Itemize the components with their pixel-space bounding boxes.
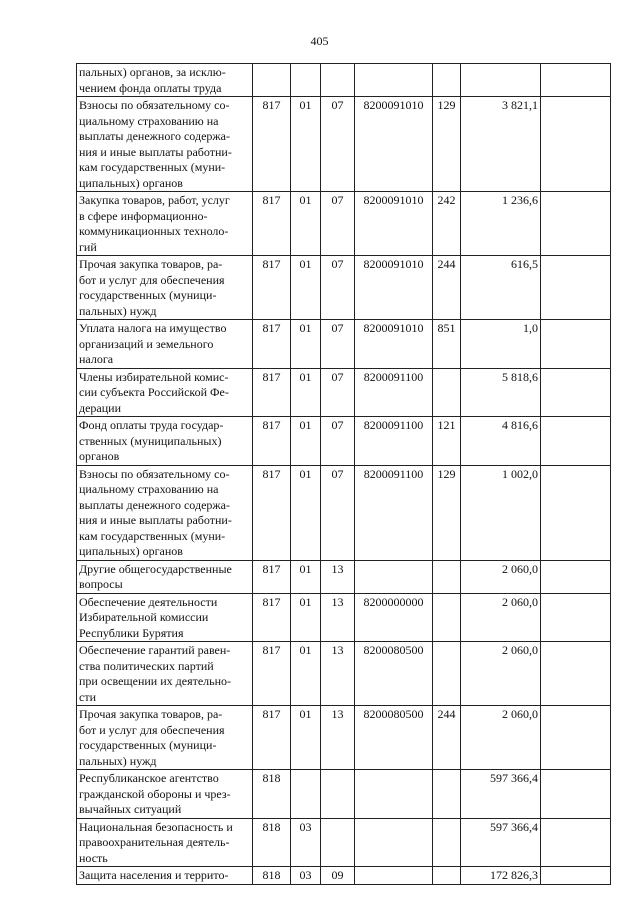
item-name-line: чением фонда оплаты труда [79,80,222,95]
cell-expense-type-code [433,818,461,867]
cell-target-article-code: 8200000000 [355,593,433,642]
cell-subsection-code: 09 [321,867,355,885]
cell-expense-type-code [433,770,461,819]
item-name-line: бот и услуг для обеспечения [79,272,225,287]
cell-item-name [77,320,253,369]
item-name-line: организаций и земельного [79,336,214,351]
cell-amount: 2 060,0 [461,560,541,593]
item-name-line: циальному страхованию на [79,113,219,128]
cell-subsection-code: 07 [321,368,355,417]
cell-item-name [77,706,253,770]
cell-section-code: 01 [291,417,321,466]
cell-empty [541,192,611,256]
cell-amount: 5 818,6 [461,368,541,417]
cell-section-code [291,64,321,97]
cell-target-article-code [355,818,433,867]
table-row [77,417,611,466]
cell-section-code: 01 [291,642,321,706]
cell-subsection-code [321,818,355,867]
item-name-line: государственных (муници- [79,738,217,752]
cell-item-name [77,417,253,466]
table-row [77,642,611,706]
cell-target-article-code: 8200091010 [355,256,433,320]
cell-empty [541,706,611,770]
cell-expense-type-code [433,642,461,706]
item-name-line: коммуникационных техноло- [79,224,229,238]
cell-expense-type-code: 244 [433,256,461,320]
cell-item-name [77,192,253,256]
item-name-line: кам государственных (муни- [79,160,226,174]
table-row [77,706,611,770]
item-name-line: Национальная безопасность и [79,819,233,834]
cell-empty [541,256,611,320]
cell-main-admin-code: 818 [253,770,291,819]
table-row [77,192,611,256]
item-name-line: Уплата налога на имущество [79,321,227,335]
cell-section-code: 01 [291,560,321,593]
item-name-line: выплаты денежного содержа- [79,497,231,512]
item-name-line: Фонд оплаты труда государ- [79,418,224,432]
cell-amount: 1,0 [461,320,541,369]
cell-main-admin-code [253,64,291,97]
cell-expense-type-code [433,560,461,593]
cell-main-admin-code: 817 [253,593,291,642]
item-name-line: дерации [79,400,122,415]
cell-main-admin-code: 817 [253,417,291,466]
table-row [77,97,611,192]
cell-subsection-code: 07 [321,320,355,369]
item-name-line: сти [79,689,96,704]
cell-section-code: 01 [291,320,321,369]
table-row [77,64,611,97]
cell-item-name [77,867,253,885]
cell-section-code: 01 [291,192,321,256]
cell-expense-type-code [433,867,461,885]
cell-target-article-code: 8200091100 [355,417,433,466]
item-name-line: выплаты денежного содержа- [79,129,231,143]
cell-main-admin-code: 818 [253,867,291,885]
item-name-line: гий [79,239,97,254]
item-name-line: пальных) органов, за исклю- [79,65,226,79]
cell-main-admin-code: 817 [253,192,291,256]
cell-subsection-code [321,64,355,97]
cell-item-name [77,770,253,819]
cell-main-admin-code: 817 [253,97,291,192]
item-name-line: ства политических партий [79,658,214,673]
table-row [77,818,611,867]
cell-subsection-code: 13 [321,706,355,770]
item-name-line: Защита населения и террито- [79,868,229,882]
cell-empty [541,770,611,819]
table-row [77,320,611,369]
item-name-line: пальных) нужд [79,753,157,768]
item-name-line: органов [79,449,120,463]
item-name-line: государственных (муници- [79,288,217,302]
cell-main-admin-code: 817 [253,465,291,560]
cell-subsection-code: 13 [321,593,355,642]
cell-subsection-code: 07 [321,97,355,192]
item-name-line: в сфере информационно- [79,208,208,223]
cell-amount: 4 816,6 [461,417,541,466]
cell-amount: 597 366,4 [461,770,541,819]
cell-empty [541,97,611,192]
cell-item-name [77,64,253,97]
item-name-line: гражданской обороны и чрез- [79,786,231,801]
cell-expense-type-code [433,368,461,417]
item-name-line: ность [79,850,108,865]
cell-expense-type-code: 242 [433,192,461,256]
cell-empty [541,642,611,706]
table-row [77,465,611,560]
item-name-line: ципальных) органов [79,544,183,558]
item-name-line: Взносы по обязательному со- [79,98,230,112]
cell-expense-type-code: 851 [433,320,461,369]
item-name-line: сии субъекта Российской Фе- [79,385,229,399]
cell-amount: 597 366,4 [461,818,541,867]
table-row [77,560,611,593]
item-name-line: циальному страхованию на [79,482,219,496]
table-row [77,256,611,320]
item-name-line: Республики Бурятия [79,625,184,640]
cell-subsection-code: 07 [321,465,355,560]
cell-main-admin-code: 818 [253,818,291,867]
item-name-line: Прочая закупка товаров, ра- [79,257,223,271]
cell-target-article-code: 8200080500 [355,706,433,770]
cell-target-article-code: 8200091100 [355,465,433,560]
cell-target-article-code [355,560,433,593]
cell-section-code: 01 [291,256,321,320]
page-number: 405 [310,34,329,48]
cell-amount: 1 236,6 [461,192,541,256]
cell-target-article-code: 8200080500 [355,642,433,706]
item-name-line: кам государственных (муни- [79,528,226,543]
cell-section-code: 01 [291,593,321,642]
cell-expense-type-code: 129 [433,465,461,560]
cell-amount: 2 060,0 [461,593,541,642]
cell-subsection-code: 13 [321,560,355,593]
cell-subsection-code: 07 [321,256,355,320]
item-name-line: Взносы по обязательному со- [79,466,230,481]
cell-main-admin-code: 817 [253,706,291,770]
cell-section-code [291,770,321,819]
cell-empty [541,867,611,885]
item-name-line: ния и иные выплаты работни- [79,513,232,527]
cell-empty [541,560,611,593]
cell-amount: 2 060,0 [461,706,541,770]
item-name-line: налога [79,352,114,366]
table-row [77,770,611,819]
cell-expense-type-code: 121 [433,417,461,466]
cell-item-name [77,593,253,642]
cell-item-name [77,560,253,593]
cell-empty [541,64,611,97]
cell-target-article-code: 8200091010 [355,320,433,369]
cell-amount [461,64,541,97]
cell-subsection-code [321,770,355,819]
cell-item-name [77,642,253,706]
cell-target-article-code: 8200091100 [355,368,433,417]
cell-empty [541,465,611,560]
cell-main-admin-code: 817 [253,560,291,593]
cell-empty [541,818,611,867]
item-name-line: Обеспечение гарантий равен- [79,643,231,657]
cell-section-code: 03 [291,867,321,885]
cell-subsection-code: 07 [321,192,355,256]
cell-main-admin-code: 817 [253,256,291,320]
cell-target-article-code [355,64,433,97]
item-name-line: ципальных) органов [79,175,183,190]
cell-empty [541,593,611,642]
cell-amount: 172 826,3 [461,867,541,885]
cell-empty [541,368,611,417]
cell-expense-type-code [433,593,461,642]
cell-expense-type-code: 244 [433,706,461,770]
cell-target-article-code [355,770,433,819]
table-body [77,64,611,885]
cell-target-article-code: 8200091010 [355,97,433,192]
item-name-line: ственных (муниципальных) [79,433,222,448]
cell-expense-type-code: 129 [433,97,461,192]
cell-empty [541,417,611,466]
cell-main-admin-code: 817 [253,642,291,706]
item-name-line: при освещении их деятельно- [79,674,232,688]
cell-main-admin-code: 817 [253,320,291,369]
cell-item-name [77,465,253,560]
item-name-line: ния и иные выплаты работни- [79,144,232,159]
item-name-line: Обеспечение деятельности [79,594,218,609]
cell-item-name [77,97,253,192]
item-name-line: бот и услуг для обеспечения [79,722,225,737]
item-name-line: правоохранительная деятель- [79,835,230,849]
cell-section-code: 01 [291,706,321,770]
budget-table [76,63,611,885]
cell-target-article-code [355,867,433,885]
cell-expense-type-code [433,64,461,97]
table-row [77,368,611,417]
item-name-line: пальных) нужд [79,303,157,318]
cell-main-admin-code: 817 [253,368,291,417]
cell-amount: 3 821,1 [461,97,541,192]
cell-section-code: 01 [291,368,321,417]
cell-subsection-code: 13 [321,642,355,706]
item-name-line: вычайных ситуаций [79,802,182,816]
table-row [77,867,611,885]
cell-amount: 616,5 [461,256,541,320]
cell-amount: 2 060,0 [461,642,541,706]
cell-section-code: 03 [291,818,321,867]
cell-section-code: 01 [291,97,321,192]
cell-empty [541,320,611,369]
cell-item-name [77,368,253,417]
item-name-line: Члены избирательной комис- [79,369,229,384]
item-name-line: Республиканское агентство [79,771,219,785]
item-name-line: вопросы [79,577,123,591]
table-row [77,593,611,642]
cell-subsection-code: 07 [321,417,355,466]
cell-section-code: 01 [291,465,321,560]
cell-target-article-code: 8200091010 [355,192,433,256]
item-name-line: Другие общегосударственные [79,561,232,576]
item-name-line: Избирательной комиссии [79,610,209,624]
cell-item-name [77,818,253,867]
item-name-line: Закупка товаров, работ, услуг [79,193,230,207]
cell-item-name [77,256,253,320]
cell-amount: 1 002,0 [461,465,541,560]
item-name-line: Прочая закупка товаров, ра- [79,707,223,721]
